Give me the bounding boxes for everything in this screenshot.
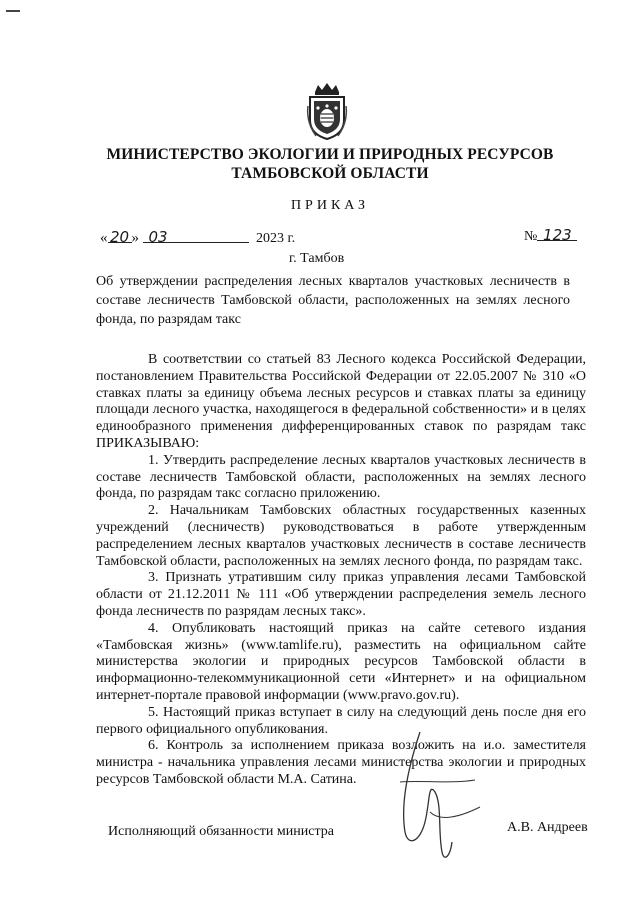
signatory-position: Исполняющий обязанности министра	[108, 824, 334, 839]
order-date	[100, 228, 295, 247]
item-paragraph-3: 3. Признать утратившим силу приказ управления лесами Тамбовской области от 21.12.2011 № 111 «Об утверждении распределения земель лесного фонда лесничеств по разрядам лесных такс».	[96, 570, 586, 619]
item-paragraph-1: 1. Утвердить распределение лесных кварталов участковых лесничеств в составе лесничеств Тамбовской области, расположенных на землях лесного фонда, по разрядам такс согласно приложению.	[96, 452, 586, 502]
signatory-name: А.В. Андреев	[507, 820, 588, 835]
scan-corner-mark	[6, 10, 20, 12]
coat-of-arms-icon	[306, 82, 348, 140]
number-value: 123	[537, 226, 577, 241]
item-paragraph-5: 5. Настоящий приказ вступает в силу на следующий день после дня его первого официального опубликования.	[96, 704, 586, 737]
ministry-name-line2: ТАМБОВСКОЙ ОБЛАСТИ	[231, 165, 429, 182]
handwritten-signature	[380, 722, 500, 872]
city: г. Тамбов	[289, 251, 345, 266]
item-paragraph-4: 4. Опубликовать настоящий приказ на сайте сетевого издания «Тамбовская жизнь» (www.tamlife.ru), разместить на официальном сайте министерства экологии и природных ресурсов Тамбовской области в информационно-телекоммуникационной сети «Интернет» и на официальном интернет-портале правовой информации (www.pravo.gov.ru).	[96, 620, 586, 703]
date-year: 2023 г.	[256, 231, 296, 246]
date-close-quote: »	[131, 230, 139, 246]
order-title: ПРИКАЗ	[290, 198, 370, 213]
number-prefix: №	[524, 229, 538, 244]
item-paragraph-6: 6. Контроль за исполнением приказа возложить на и.о. заместителя министра - начальника управления лесами министерства экологии и природных ресурсов Тамбовской области М.А. Сатина.	[96, 738, 586, 787]
ministry-name-line1: МИНИСТЕРСТВО ЭКОЛОГИИ И ПРИРОДНЫХ РЕСУРСОВ	[106, 146, 554, 163]
date-open-quote: «	[100, 230, 108, 246]
order-number	[524, 226, 577, 245]
preamble-paragraph: В соответствии со статьей 83 Лесного кодекса Российской Федерации, постановлением Правительства Российской Федерации от 22.05.2007 № 310 «О ставках платы за единицу объема лесных ресурсов и ставках платы за единицу площади лесного участка, находящегося в федеральной собственности» и в целях единообразного применения дифференцированных ставок по разрядам такс ПРИКАЗЫВАЮ:	[96, 352, 586, 451]
date-month: 03	[143, 228, 249, 243]
item-paragraph-2: 2. Начальникам Тамбовских областных государственных казенных учреждений (лесничеств) руководствоваться в работе утвержденным распределением лесных кварталов участковых лесничеств в составе лесничеств Тамбовской области, расположенных на землях лесного фонда, по разрядам такс.	[96, 503, 586, 569]
date-day: 20	[108, 228, 132, 243]
order-subject: Об утверждении распределения лесных кварталов участковых лесничеств в составе лесничеств Тамбовской области, расположенных на землях лесного фонда, по разрядам такс	[96, 274, 570, 327]
order-body	[96, 352, 586, 789]
